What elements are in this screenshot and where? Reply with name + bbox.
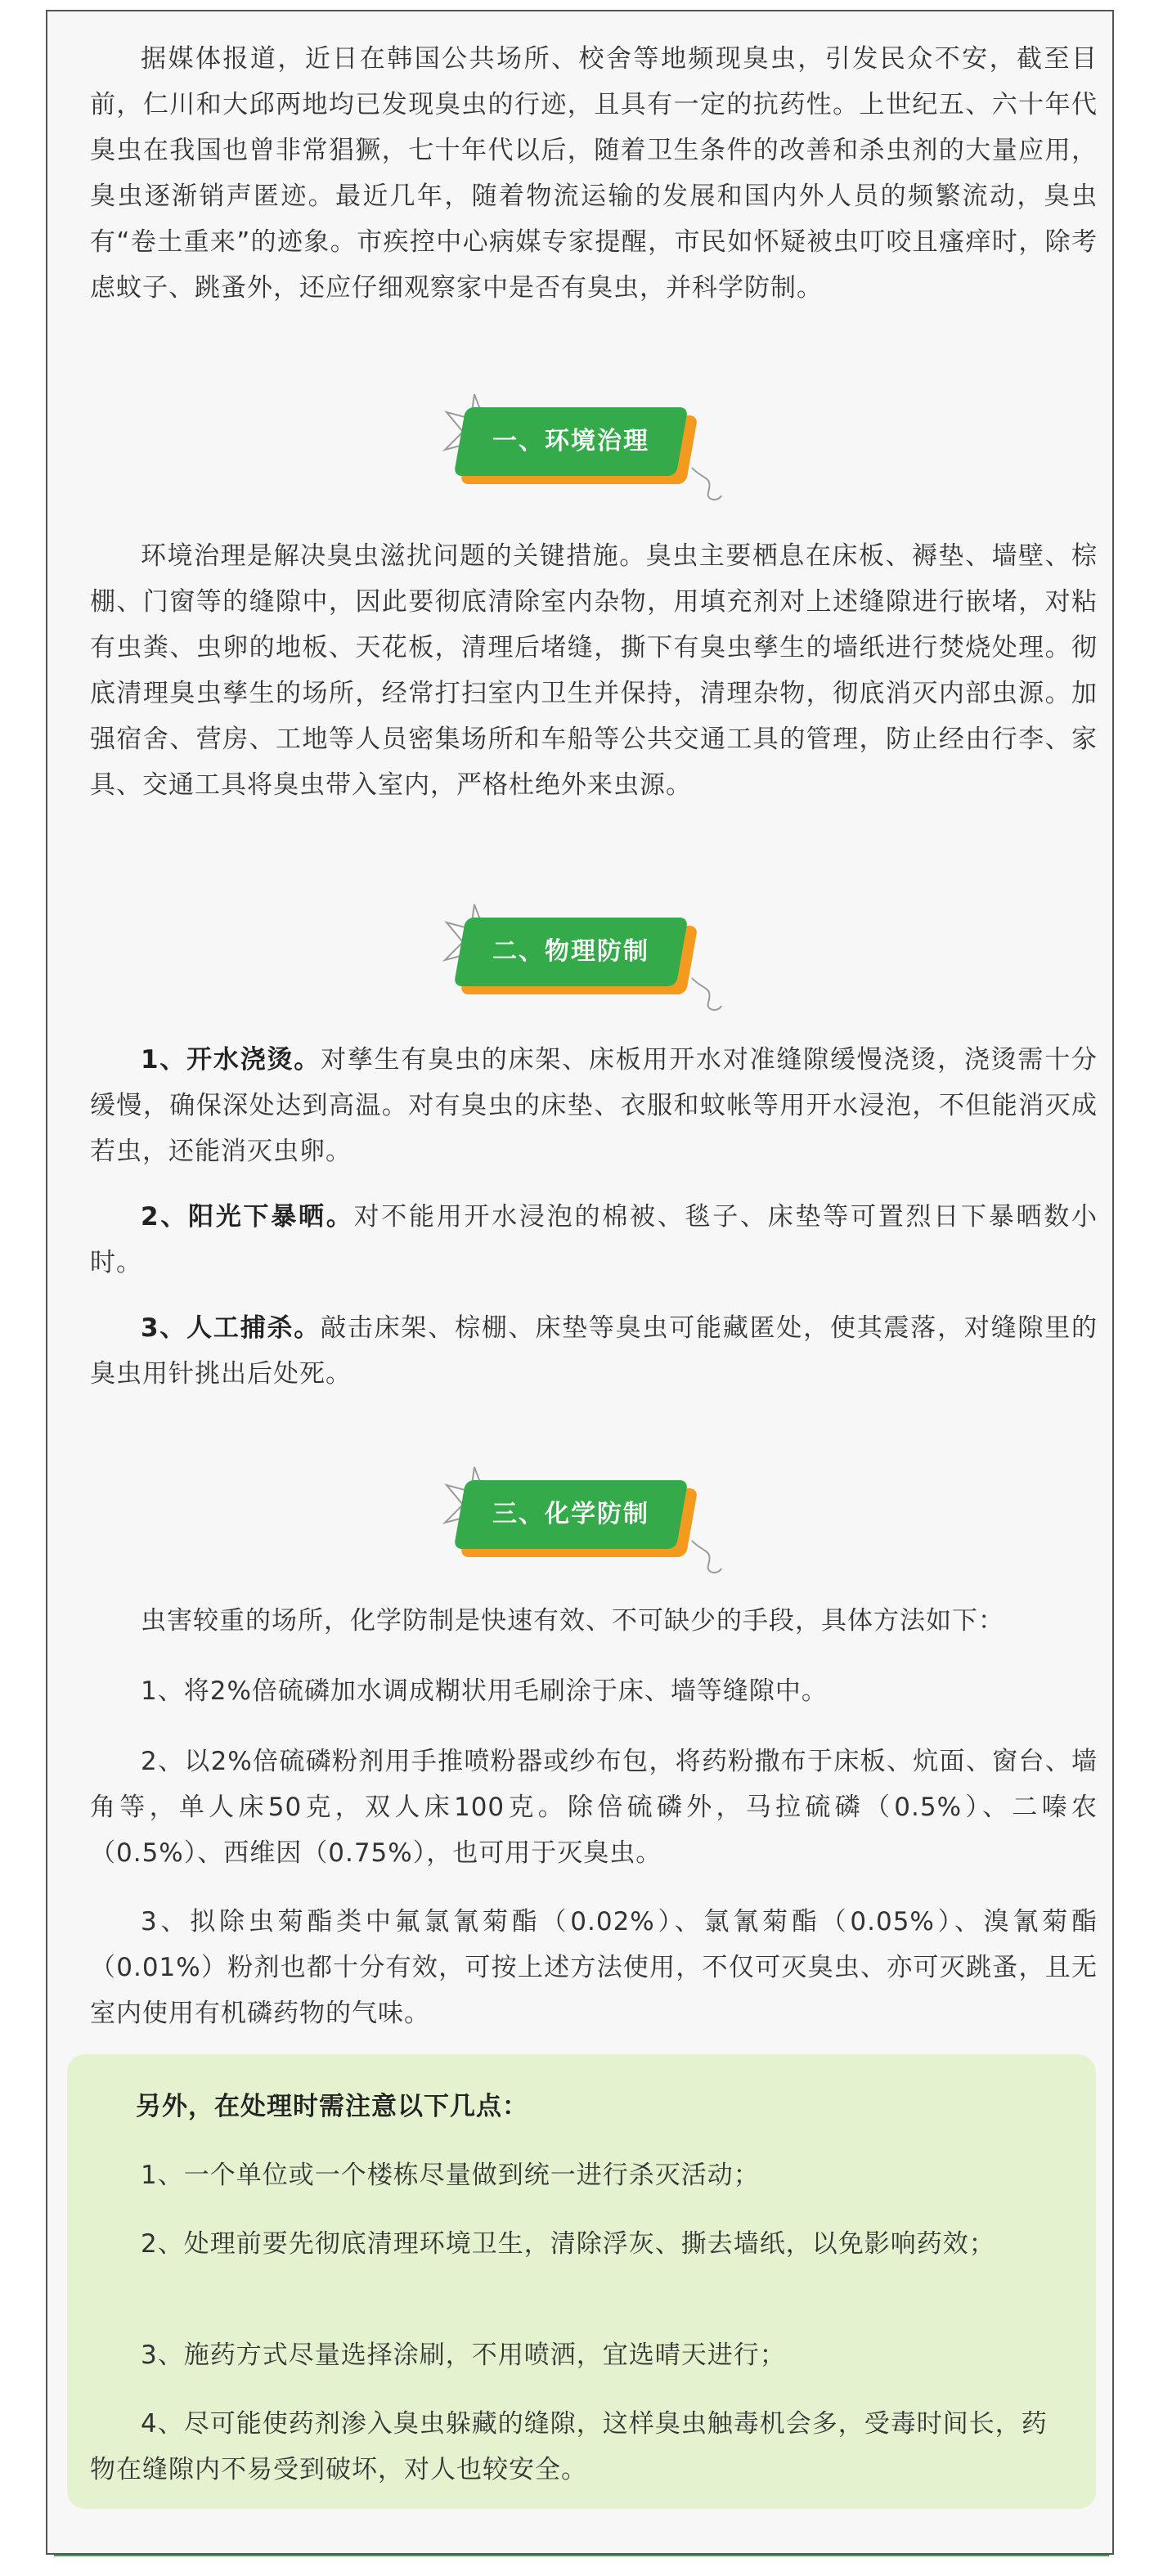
section-title-environment: 一、环境治理	[492, 427, 649, 456]
notes-item-2: 2、处理前要先彻底清理环境卫生，清除浮灰、撕去墙纸，以免影响药效；	[141, 2229, 995, 2259]
chemical-lead: 虫害较重的场所，化学防制是快速有效、不可缺少的手段，具体方法如下：	[141, 1606, 1004, 1636]
physical-item-3	[90, 1305, 1098, 1397]
notes-title: 另外，在处理时需注意以下几点：	[136, 2092, 528, 2121]
section-badge-chemical	[425, 1451, 736, 1582]
physical-item-2-head: 2、阳光下暴晒。	[141, 1202, 354, 1232]
section-badge-environment	[425, 378, 736, 509]
section-title-physical: 二、物理防制	[492, 937, 649, 966]
physical-item-2-text: 对不能用开水浸泡的棉被、毯子、床垫等可置烈日下暴晒数小时。	[90, 1202, 1098, 1277]
section-title-chemical: 三、化学防制	[492, 1500, 649, 1528]
section-badge-physical	[425, 888, 736, 1019]
physical-item-3-text: 敲击床架、棕棚、床垫等臭虫可能藏匿处，使其震落，对缝隙里的臭虫用针挑出后处死。	[90, 1313, 1098, 1389]
notes-item-3: 3、施药方式尽量选择涂刷，不用喷洒，宜选晴天进行；	[141, 2340, 786, 2370]
physical-item-2	[90, 1194, 1098, 1286]
physical-item-3-head: 3、人工捕杀。	[141, 1313, 321, 1343]
chemical-item-3: 3、拟除虫菊酯类中氟氯氰菊酯（0.02%）、氯氰菊酯（0.05%）、溴氰菊酯（0.01%）粉剂也都十分有效，可按上述方法使用，不仅可灭臭虫、亦可灭跳蚤，且无室内使用有机磷药物的气味。	[90, 1907, 1098, 2028]
chemical-item-2: 2、以2%倍硫磷粉剂用手推喷粉器或纱布包，将药粉撒布于床板、炕面、窗台、墙角等，单人床50克，双人床100克。除倍硫磷外，马拉硫磷（0.5%）、二嗪农（0.5%）、西维因（0.75%），也可用于灭臭虫。	[90, 1747, 1098, 1868]
section-environment-body: 环境治理是解决臭虫滋扰问题的关键措施。臭虫主要栖息在床板、褥垫、墙壁、棕棚、门窗等的缝隙中，因此要彻底清除室内杂物，用填充剂对上述缝隙进行嵌堵，对粘有虫粪、虫卵的地板、天花板，清理后堵缝，撕下有臭虫孳生的墙纸进行焚烧处理。彻底清理臭虫孳生的场所，经常打扫室内卫生并保持，清理杂物，彻底消灭内部虫源。加强宿舍、营房、工地等人员密集场所和车船等公共交通工具的管理，防止经由行李、家具、交通工具将臭虫带入室内，严格杜绝外来虫源。	[90, 541, 1098, 800]
notes-item-4: 4、尽可能使药剂渗入臭虫躲藏的缝隙，这样臭虫触毒机会多，受毒时间长，药物在缝隙内不易受到破坏，对人也较安全。	[90, 2409, 1048, 2484]
physical-item-1	[90, 1037, 1098, 1174]
chemical-item-1: 1、将2%倍硫磷加水调成糊状用毛刷涂于床、墙等缝隙中。	[141, 1676, 828, 1706]
intro-paragraph: 据媒体报道，近日在韩国公共场所、校舍等地频现臭虫，引发民众不安，截至目前，仁川和大邱两地均已发现臭虫的行迹，且具有一定的抗药性。上世纪五、六十年代臭虫在我国也曾非常猖獗，七十年代以后，随着卫生条件的改善和杀虫剂的大量应用，臭虫逐渐销声匿迹。最近几年，随着物流运输的发展和国内外人员的频繁流动，臭虫有“卷土重来”的迹象。市疾控中心病媒专家提醒，市民如怀疑被虫叮咬且瘙痒时，除考虑蚊子、跳蚤外，还应仔细观察家中是否有臭虫，并科学防制。	[90, 44, 1098, 303]
notes-item-1: 1、一个单位或一个楼栋尽量做到统一进行杀灭活动；	[141, 2161, 760, 2190]
physical-item-1-text: 对孳生有臭虫的床架、床板用开水对准缝隙缓慢浇烫，浇烫需十分缓慢，确保深处达到高温。对有臭虫的床垫、衣服和蚊帐等用开水浸泡，不但能消灭成若虫，还能消灭虫卵。	[90, 1045, 1098, 1166]
physical-item-1-head: 1、开水浇烫。	[141, 1045, 321, 1075]
